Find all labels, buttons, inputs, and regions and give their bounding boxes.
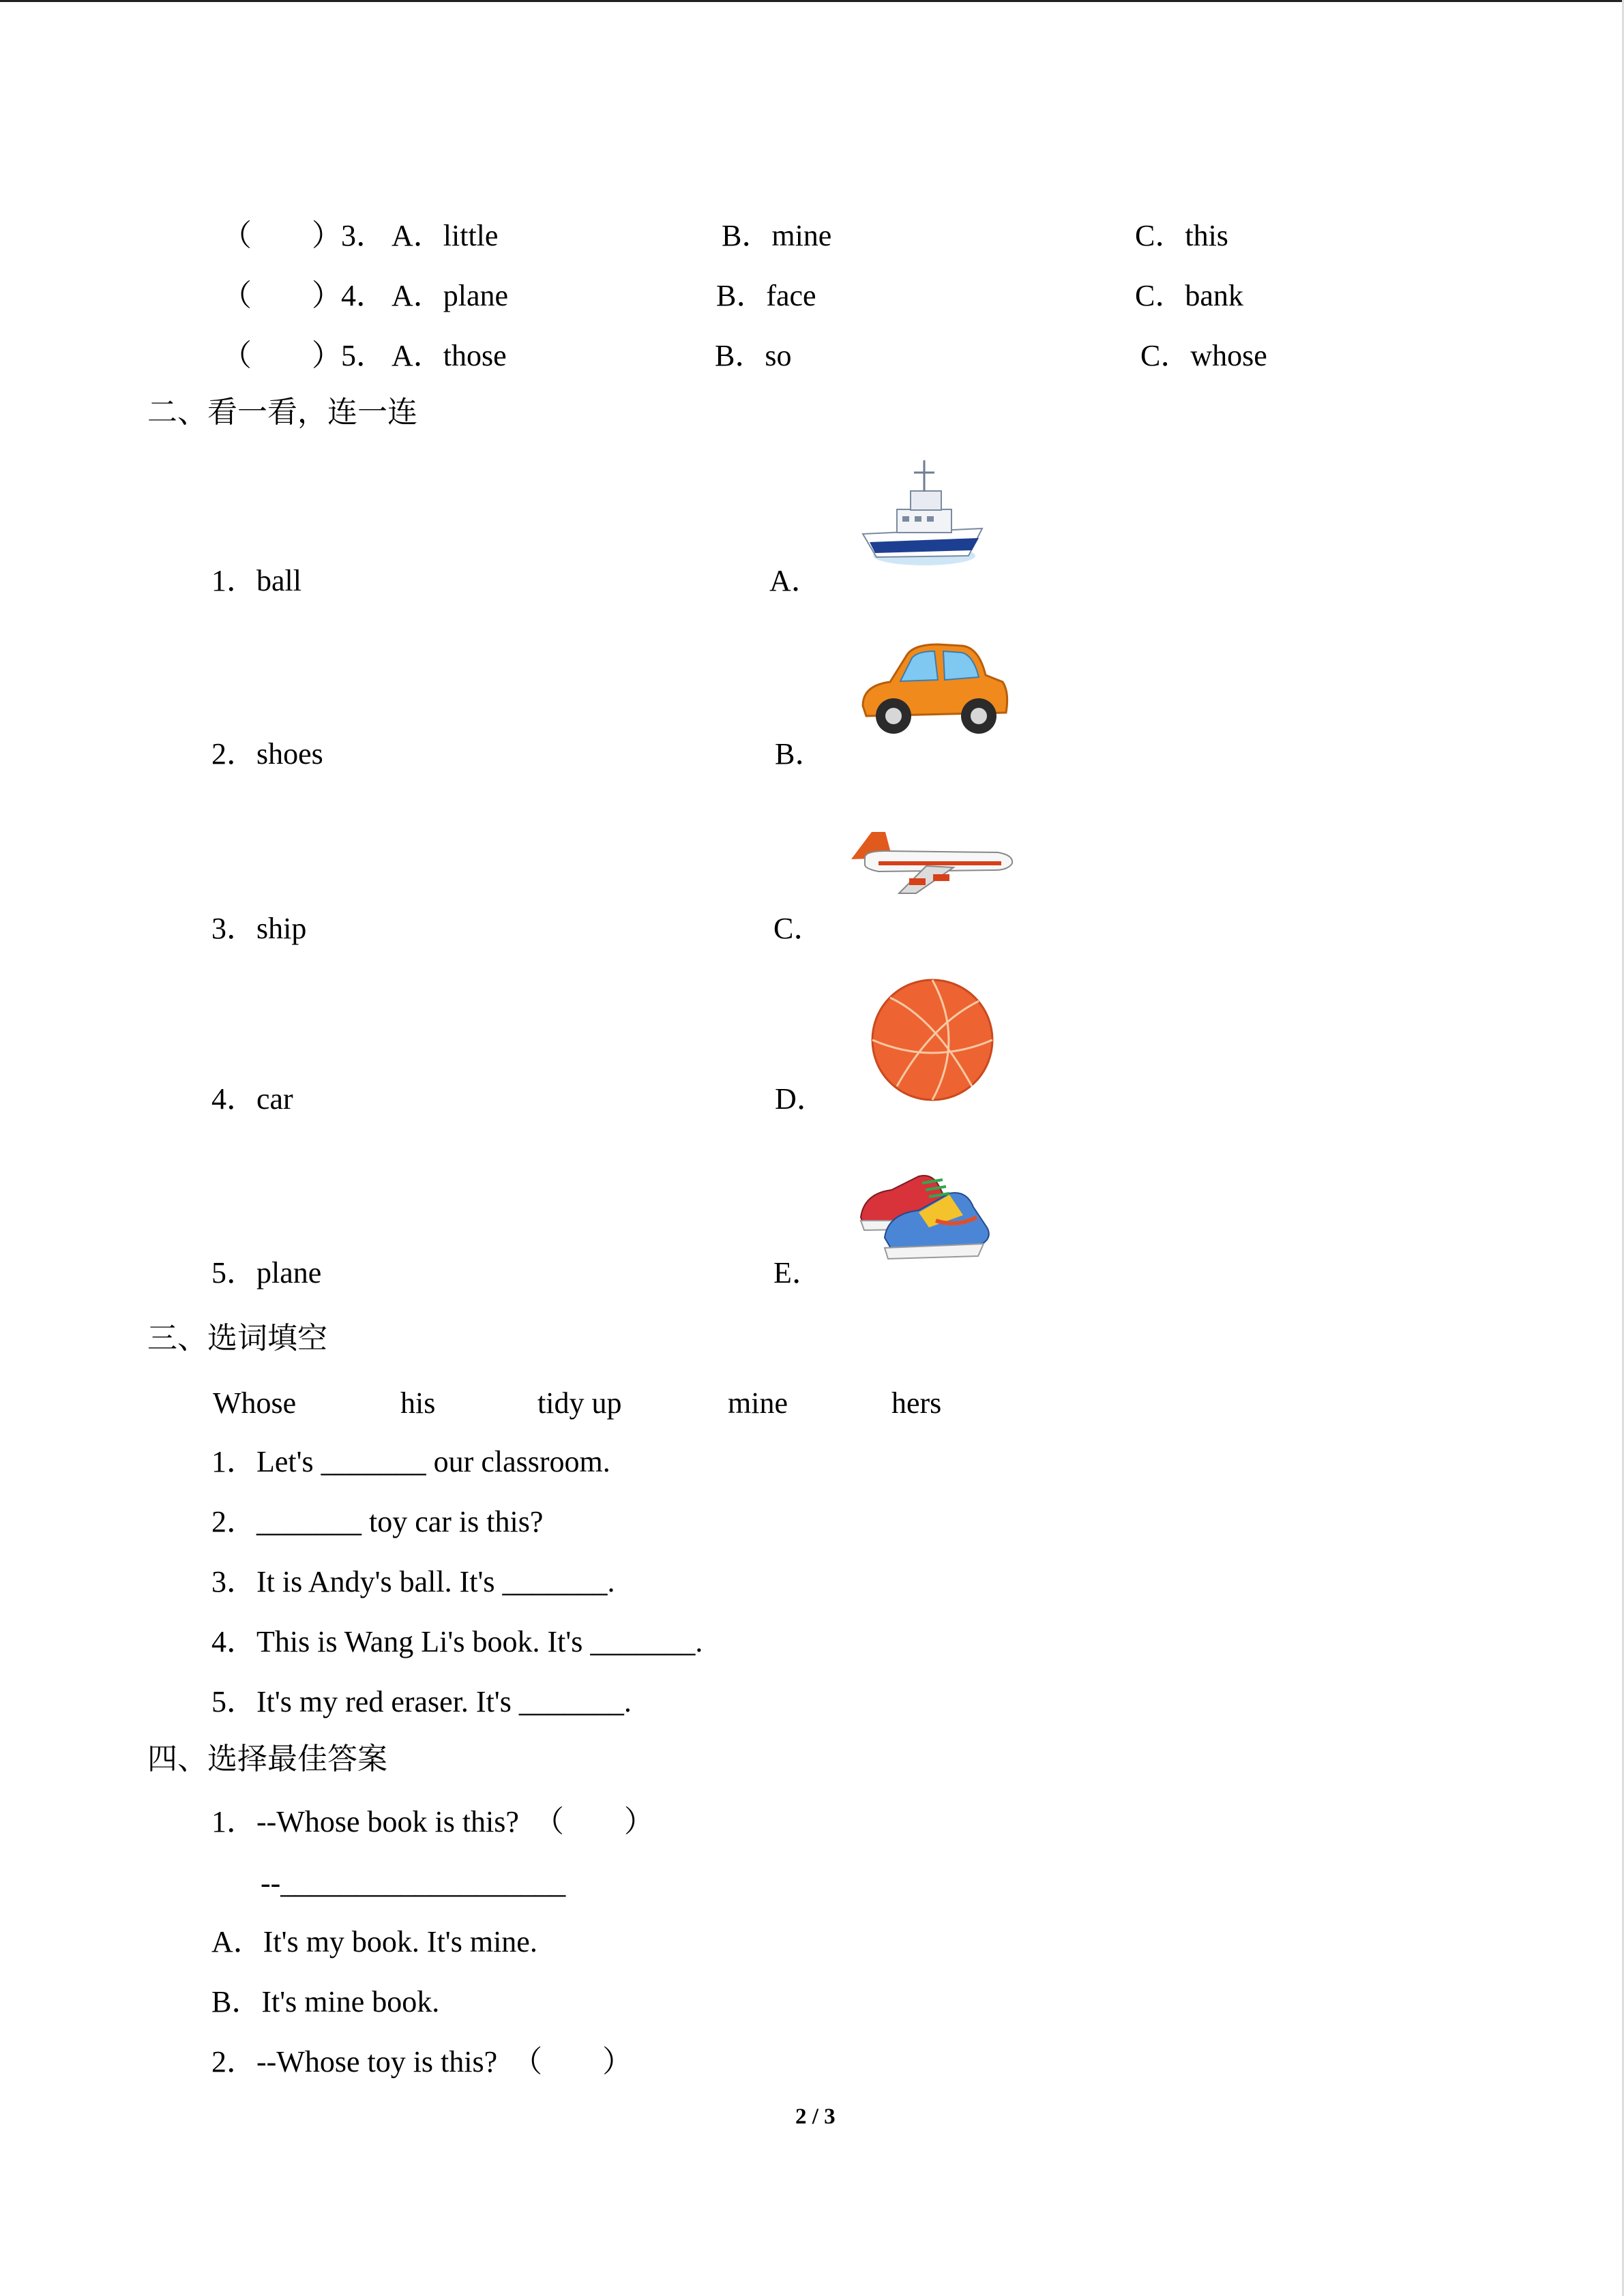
match-word: 2．shoes [211, 737, 323, 771]
word-bank-item: hers [891, 1386, 942, 1420]
option-c: C．whose [1140, 339, 1267, 372]
option-a: A．little [392, 219, 499, 252]
option-b: B．mine [722, 219, 832, 252]
answer-line: --___________________ [261, 1866, 566, 1900]
option-a: A．plane [392, 279, 509, 312]
match-letter: D． [775, 1082, 827, 1116]
option-b: B．face [716, 279, 816, 312]
section-heading-fill: 三、选词填空 [147, 1321, 327, 1356]
answer-paren: （ ） [222, 339, 342, 372]
match-letter: B． [775, 737, 825, 771]
choice-question: 1．--Whose book is this? （ ） [211, 1805, 654, 1838]
section-heading-choice: 四、选择最佳答案 [147, 1742, 387, 1776]
option-a: A．those [392, 339, 507, 372]
answer-paren: （ ） [222, 279, 342, 312]
option-b: B．so [715, 339, 792, 372]
option-c: C．this [1135, 219, 1228, 252]
word-bank-item: tidy up [537, 1386, 622, 1420]
fill-question: 3．It is Andy's ball. It's _______. [211, 1565, 615, 1598]
fill-question: 1．Let's _______ our classroom. [211, 1445, 610, 1478]
page-top-border [0, 0, 1624, 2]
word-bank-item: mine [728, 1386, 788, 1420]
question-number: 4． [341, 279, 386, 312]
match-letter: A． [769, 564, 821, 597]
section-heading-match: 二、看一看，连一连 [147, 395, 417, 430]
match-word: 5．plane [211, 1256, 322, 1289]
sneakers-picture [854, 1152, 1004, 1265]
choice-question: 2．--Whose toy is this? （ ） [211, 2045, 633, 2078]
word-bank-item: his [400, 1386, 436, 1420]
page-number: 2 / 3 [795, 2104, 836, 2129]
option-c: C．bank [1135, 279, 1243, 312]
match-letter: E． [773, 1256, 822, 1289]
match-word: 4．car [211, 1082, 293, 1116]
choice-option-a: A．It's my book. It's mine. [211, 1925, 537, 1958]
question-number: 3． [341, 219, 386, 252]
basketball-picture [870, 977, 996, 1103]
match-word: 1．ball [211, 564, 301, 597]
fill-question: 4．This is Wang Li's book. It's _______. [211, 1625, 703, 1658]
match-word: 3．ship [211, 912, 307, 945]
ship-picture [856, 453, 992, 580]
question-number: 5． [341, 339, 386, 372]
match-letter: C． [773, 912, 824, 945]
word-bank-item: Whose [213, 1386, 297, 1420]
fill-question: 2．_______ toy car is this? [211, 1505, 544, 1538]
choice-option-b: B．It's mine book. [211, 1985, 440, 2018]
answer-paren: （ ） [222, 219, 342, 252]
car-picture [849, 638, 1013, 740]
fill-question: 5．It's my red eraser. It's _______. [211, 1685, 632, 1718]
plane-picture [844, 825, 1015, 900]
